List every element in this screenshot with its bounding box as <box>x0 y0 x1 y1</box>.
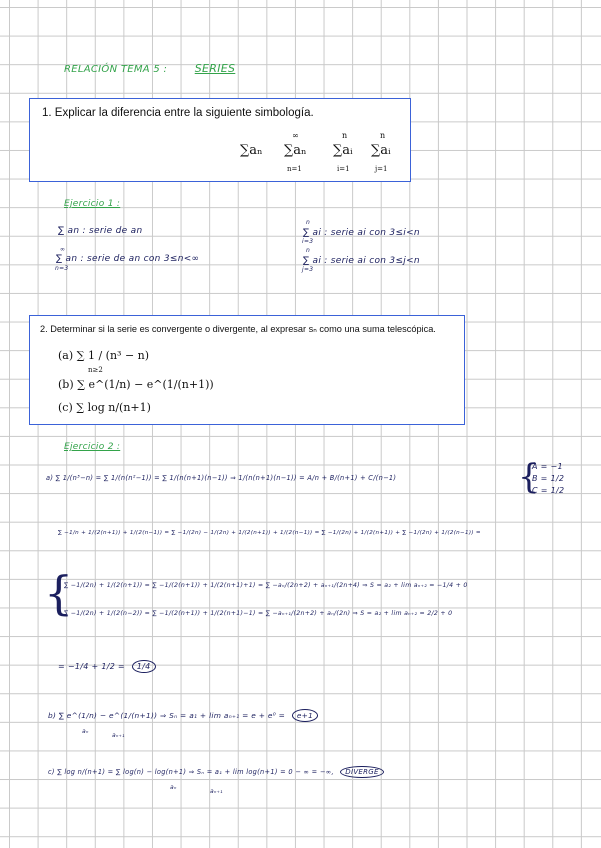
ej2-a-line-1: a) ∑ 1/(n³−n) = ∑ 1/(n(n²−1)) = ∑ 1/(n(n+1)(n−1)) ⇒ 1/(n(n+1)(n−1)) = A/n + B/(n+1) + C/(n−1) <box>46 474 397 482</box>
exercise-2-part-c: (c) ∑ log n/(n+1) <box>58 401 151 414</box>
ej2-a-sys-1: A = −1 <box>532 462 563 471</box>
ej2-a-sys-3: C = 1/2 <box>532 486 565 495</box>
exercise-2-statement: 2. Determinar si la serie es convergente o divergente, al expresar sₙ como una suma telescópica. <box>40 324 436 334</box>
exercise-2-part-b: (b) ∑ e^(1/n) − e^(1/(n+1)) <box>58 378 214 391</box>
sym-4: ∑aᵢ <box>371 143 391 158</box>
exercise-2-heading: Ejercicio 2 : <box>64 442 121 452</box>
ej2-a-result-lead: = −1/4 + 1/2 = <box>58 662 125 671</box>
ej1-right-2-top: n <box>306 247 311 254</box>
ej2-b-label-2: aₙ₊₁ <box>112 732 125 739</box>
ej1-line-1: ∑ an : serie de an <box>58 226 143 236</box>
ej2-a-line-3: ∑ −1/(2n) + 1/(2(n+1)) = ∑ −1/(2(n+1)) + 1/(2(n+1)+1) = ∑ −aₙ/(2n+2) + aₙ₊₁/(2n+4) ⇒ S = a₂ + lim aₙ₊₂ = −1/4 + 0 <box>64 582 468 589</box>
exercise-1-statement-box <box>29 98 411 182</box>
exercise-1-text: Explicar la diferencia entre la siguiente simbología. <box>54 107 314 119</box>
ej2-c-text: c) ∑ log n/(n+1) = ∑ log(n) − log(n+1) ⇒ Sₙ = a₁ + lim log(n+1) = 0 − ∞ = −∞, <box>48 768 334 776</box>
title-subject: SERIES <box>194 62 236 75</box>
ej2-c-label-1: aₙ <box>170 784 177 791</box>
ej2-a-line-2: ∑ −1/n + 1/(2(n+1)) + 1/(2(n−1)) = ∑ −1/(2n) − 1/(2n) + 1/(2(n+1)) + 1/(2(n−1)) = ∑ −1/(2n) + 1/(2(n+1)) + ∑ −1/(2n) + 1/(2(n−1)) = <box>58 530 481 536</box>
sym-2-bottom: n=1 <box>287 165 302 173</box>
exercise-1-heading: Ejercicio 1 : <box>64 199 121 209</box>
ej1-line-2-top: ∞ <box>60 246 66 253</box>
ej2-b-text: b) ∑ e^(1/n) − e^(1/(n+1)) ⇒ Sₙ = a₁ + lim aₙ₊₁ = e + e⁰ = <box>48 711 286 720</box>
ej2-a-system-brace: { <box>518 457 540 497</box>
ej2-a-result: 1/4 <box>132 660 156 673</box>
sym-4-bottom: j=1 <box>375 165 388 173</box>
ej2-b-line <box>48 711 318 720</box>
exercise-1-formula <box>240 133 410 179</box>
sym-3: ∑aᵢ <box>333 143 353 158</box>
ej1-line-2-bottom: n=3 <box>55 265 69 272</box>
sym-2-top: ∞ <box>292 131 299 140</box>
exercise-1-statement <box>42 107 314 119</box>
sym-3-top: n <box>342 131 348 140</box>
ej2-a-line-4: ∑ −1/(2n) + 1/(2(n−2)) = ∑ −1/(2(n+1)) + 1/(2(n+1)−1) = ∑ −aₙ₊₁/(2n+2) + aₙ/(2n) ⇒ S = a₂ + lim aₙ₊₂ = 2/2 + 0 <box>64 610 453 617</box>
ej2-a-sys-2: B = 1/2 <box>532 474 565 483</box>
ej2-c-result: DIVERGE <box>340 766 383 778</box>
exercise-2-part-a-sub: n≥2 <box>88 366 103 374</box>
exercise-1-number: 1. <box>42 107 52 119</box>
title-label: RELACIÓN TEMA 5 : <box>64 64 168 75</box>
sym-4-top: n <box>380 131 386 140</box>
ej1-right-1-top: n <box>306 219 311 226</box>
ej1-right-2-bottom: j=3 <box>302 266 314 273</box>
ej2-c-label-2: aₙ₊₁ <box>210 788 223 795</box>
page-title <box>64 62 235 75</box>
exercise-2-part-a: (a) ∑ 1 / (n³ − n) <box>58 349 150 362</box>
ej1-right-1: ∑ ai : serie ai con 3≤i<n <box>303 228 420 238</box>
ej1-right-1-bottom: i=3 <box>302 238 314 245</box>
exercise-2-statement-box <box>29 315 465 425</box>
sym-3-bottom: i=1 <box>337 165 350 173</box>
ej1-line-2: ∑ an : serie de an con 3≤n<∞ <box>56 254 200 264</box>
ej2-a-split-brace: { <box>44 566 74 620</box>
sym-1: ∑aₙ <box>240 143 263 158</box>
sym-2: ∑aₙ <box>284 143 307 158</box>
ej2-a-result-line <box>58 662 156 671</box>
ej1-right-2: ∑ ai : serie ai con 3≤j<n <box>303 256 420 266</box>
ej2-b-label-1: aₙ <box>82 728 89 735</box>
ej2-b-result: e+1 <box>292 709 318 722</box>
ej2-c-line <box>48 768 384 776</box>
